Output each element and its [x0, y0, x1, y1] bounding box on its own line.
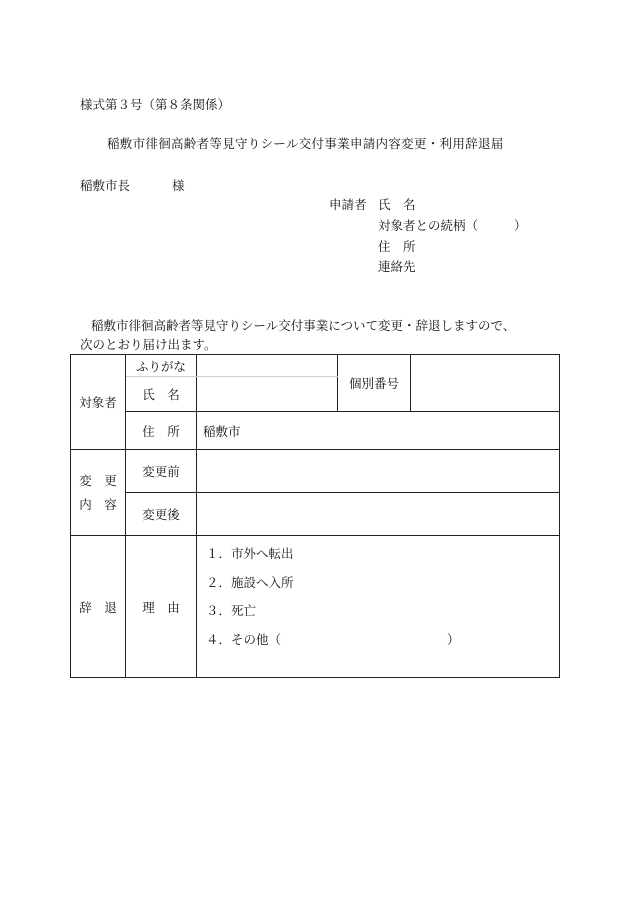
applicant-relationship-close: ） — [514, 218, 527, 233]
statement-line-2: 次のとおり届け出ます。 — [80, 337, 217, 352]
change-label-line-2: 内 容 — [79, 496, 117, 512]
after-label-cell — [126, 493, 197, 536]
reason-options — [197, 536, 560, 678]
applicant-contact-label: 連絡先 — [378, 259, 416, 274]
form-table — [70, 354, 560, 678]
id-label-cell — [338, 355, 411, 412]
after-input[interactable] — [197, 493, 560, 536]
after-label: 変更後 — [142, 507, 180, 522]
addressee-honorific: 様 — [172, 178, 185, 193]
applicant-name-label: 氏 名 — [378, 197, 416, 212]
reason-option-other[interactable] — [206, 626, 559, 655]
reason-option[interactable]: ２．施設へ入所 — [206, 574, 294, 590]
reason-option[interactable]: ３．死亡 — [206, 603, 257, 618]
name-label: 氏 名 — [142, 387, 180, 402]
furigana-label-cell — [126, 355, 197, 377]
applicant-address-label: 住 所 — [378, 239, 416, 254]
name-label-cell — [126, 377, 197, 412]
id-input[interactable] — [411, 355, 560, 412]
name-input[interactable] — [197, 377, 338, 412]
withdraw-label-cell — [71, 536, 126, 678]
address-input[interactable] — [197, 412, 560, 450]
statement-line-1: 稲敷市徘徊高齢者等見守りシール交付事業について変更・辞退しますので、 — [91, 318, 516, 333]
before-label: 変更前 — [142, 464, 180, 479]
change-label-cell — [71, 450, 126, 536]
address-value: 稲敷市 — [203, 423, 241, 439]
subject-label-cell — [71, 355, 126, 450]
reason-other-label: ４．その他（ — [206, 631, 282, 647]
subject-label: 対象者 — [79, 395, 117, 410]
withdraw-label: 辞 退 — [79, 599, 117, 615]
reason-other-close: ） — [447, 631, 460, 647]
reason-option[interactable]: １．市外へ転出 — [206, 546, 294, 561]
applicant-label: 申請者 — [329, 197, 367, 212]
furigana-input[interactable] — [197, 355, 338, 377]
address-label: 住 所 — [142, 423, 180, 439]
furigana-label: ふりがな — [135, 358, 186, 374]
applicant-relationship-label: 対象者との続柄（ — [378, 218, 479, 233]
form-number: 様式第３号（第８条関係） — [80, 97, 231, 112]
change-label-line-1: 変 更 — [79, 472, 117, 488]
form-title: 稲敷市徘徊高齢者等見守りシール交付事業申請内容変更・利用辞退届 — [107, 136, 504, 151]
before-label-cell — [126, 450, 197, 493]
reason-label: 理 由 — [142, 599, 180, 615]
before-input[interactable] — [197, 450, 560, 493]
reason-label-cell — [126, 536, 197, 678]
id-label: 個別番号 — [348, 376, 399, 391]
addressee-name: 稲敷市長 — [80, 178, 131, 193]
address-label-cell — [126, 412, 197, 450]
